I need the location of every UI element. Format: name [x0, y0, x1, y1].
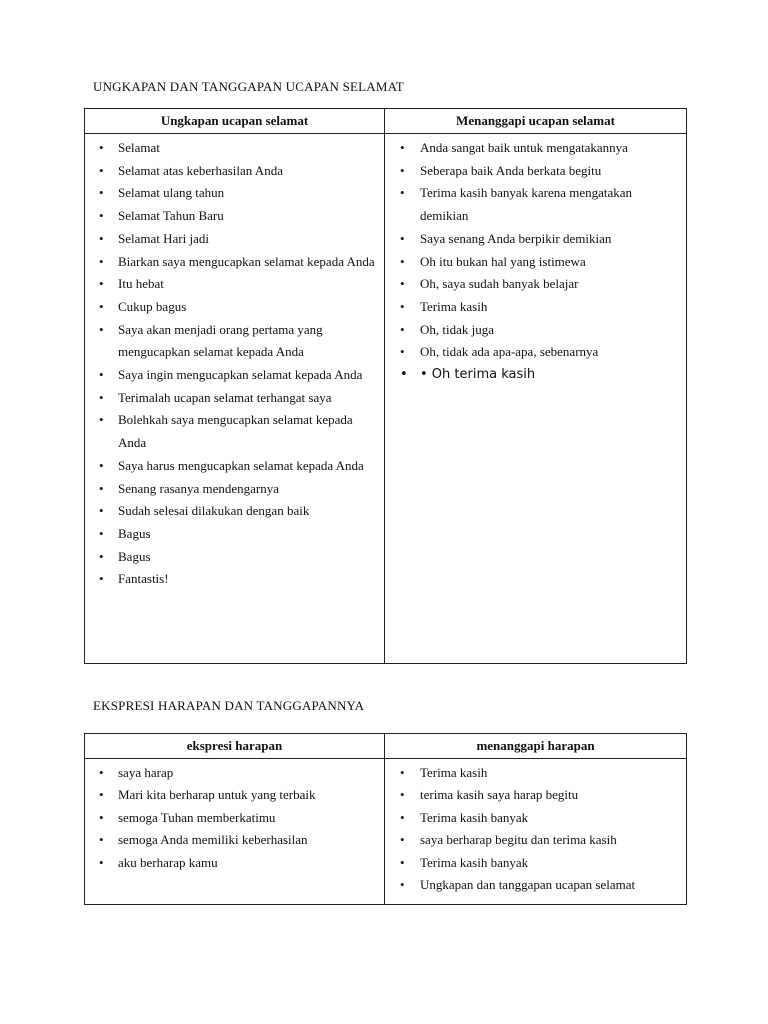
list-item: • Saya ingin mengucapkan selamat kepada Anda — [85, 364, 384, 387]
table-row — [85, 759, 687, 905]
list-item: • Selamat Tahun Baru — [85, 205, 384, 228]
list-item: • Saya akan menjadi orang pertama yang mengucapkan selamat kepada Anda — [85, 319, 384, 364]
hope-responses-list — [385, 759, 686, 896]
list-item: • Anda sangat baik untuk mengatakannya — [385, 137, 686, 160]
list-item: • Selamat ulang tahun — [85, 182, 384, 205]
expressions-list — [85, 134, 384, 591]
list-item: • Oh, tidak ada apa-apa, sebenarnya — [385, 341, 686, 364]
list-item: • Bagus — [85, 523, 384, 546]
list-item: • Cukup bagus — [85, 296, 384, 319]
list-item: • Saya harus mengucapkan selamat kepada Anda — [85, 455, 384, 478]
list-item: • Selamat Hari jadi — [85, 228, 384, 251]
responses-list — [385, 134, 686, 387]
congratulations-table — [84, 108, 687, 664]
list-item: • Ungkapan dan tanggapan ucapan selamat — [385, 874, 686, 896]
list-item: • Oh, tidak juga — [385, 319, 686, 342]
column-header-hope-expressions: ekspresi harapan — [85, 734, 385, 759]
list-item: • Selamat atas keberhasilan Anda — [85, 160, 384, 183]
list-item: • Terima kasih banyak — [385, 807, 686, 829]
list-item: • Itu hebat — [85, 273, 384, 296]
list-item: • Mari kita berharap untuk yang terbaik — [85, 784, 384, 806]
column-header-responses: Menanggapi ucapan selamat — [385, 109, 687, 134]
hope-expressions-list — [85, 759, 384, 874]
list-item: • saya berharap begitu dan terima kasih — [385, 829, 686, 851]
responses-cell — [385, 134, 687, 664]
list-item: • Biarkan saya mengucapkan selamat kepada Anda — [85, 251, 384, 274]
table-row — [85, 134, 687, 664]
list-item: • Terimalah ucapan selamat terhangat saya — [85, 387, 384, 410]
list-item: • Seberapa baik Anda berkata begitu — [385, 160, 686, 183]
hope-expressions-cell — [85, 759, 385, 905]
table-header-row — [85, 734, 687, 759]
list-item: • Terima kasih — [385, 762, 686, 784]
hope-responses-cell — [385, 759, 687, 905]
column-header-hope-responses: menanggapi harapan — [385, 734, 687, 759]
section-title-congratulations: UNGKAPAN DAN TANGGAPAN UCAPAN SELAMAT — [93, 79, 404, 94]
list-item: • Terima kasih banyak karena mengatakan demikian — [385, 182, 686, 227]
hopes-table — [84, 733, 687, 905]
list-item: • • Oh terima kasih — [385, 364, 686, 387]
list-item: • Fantastis! — [85, 568, 384, 591]
list-item: • Terima kasih — [385, 296, 686, 319]
list-item: • Bagus — [85, 546, 384, 569]
table-header-row — [85, 109, 687, 134]
expressions-cell — [85, 134, 385, 664]
list-item: • Saya senang Anda berpikir demikian — [385, 228, 686, 251]
column-header-expressions: Ungkapan ucapan selamat — [85, 109, 385, 134]
list-item: • saya harap — [85, 762, 384, 784]
list-item: • aku berharap kamu — [85, 852, 384, 874]
list-item: • Sudah selesai dilakukan dengan baik — [85, 500, 384, 523]
list-item: • Terima kasih banyak — [385, 852, 686, 874]
list-item: • semoga Anda memiliki keberhasilan — [85, 829, 384, 851]
list-item: • terima kasih saya harap begitu — [385, 784, 686, 806]
list-item: • Bolehkah saya mengucapkan selamat kepada Anda — [85, 409, 384, 454]
list-item: • Senang rasanya mendengarnya — [85, 478, 384, 501]
list-item: • Oh itu bukan hal yang istimewa — [385, 251, 686, 274]
list-item: • semoga Tuhan memberkatimu — [85, 807, 384, 829]
list-item: • Oh, saya sudah banyak belajar — [385, 273, 686, 296]
list-item: • Selamat — [85, 137, 384, 160]
section-title-hopes: EKSPRESI HARAPAN DAN TANGGAPANNYA — [93, 698, 365, 713]
